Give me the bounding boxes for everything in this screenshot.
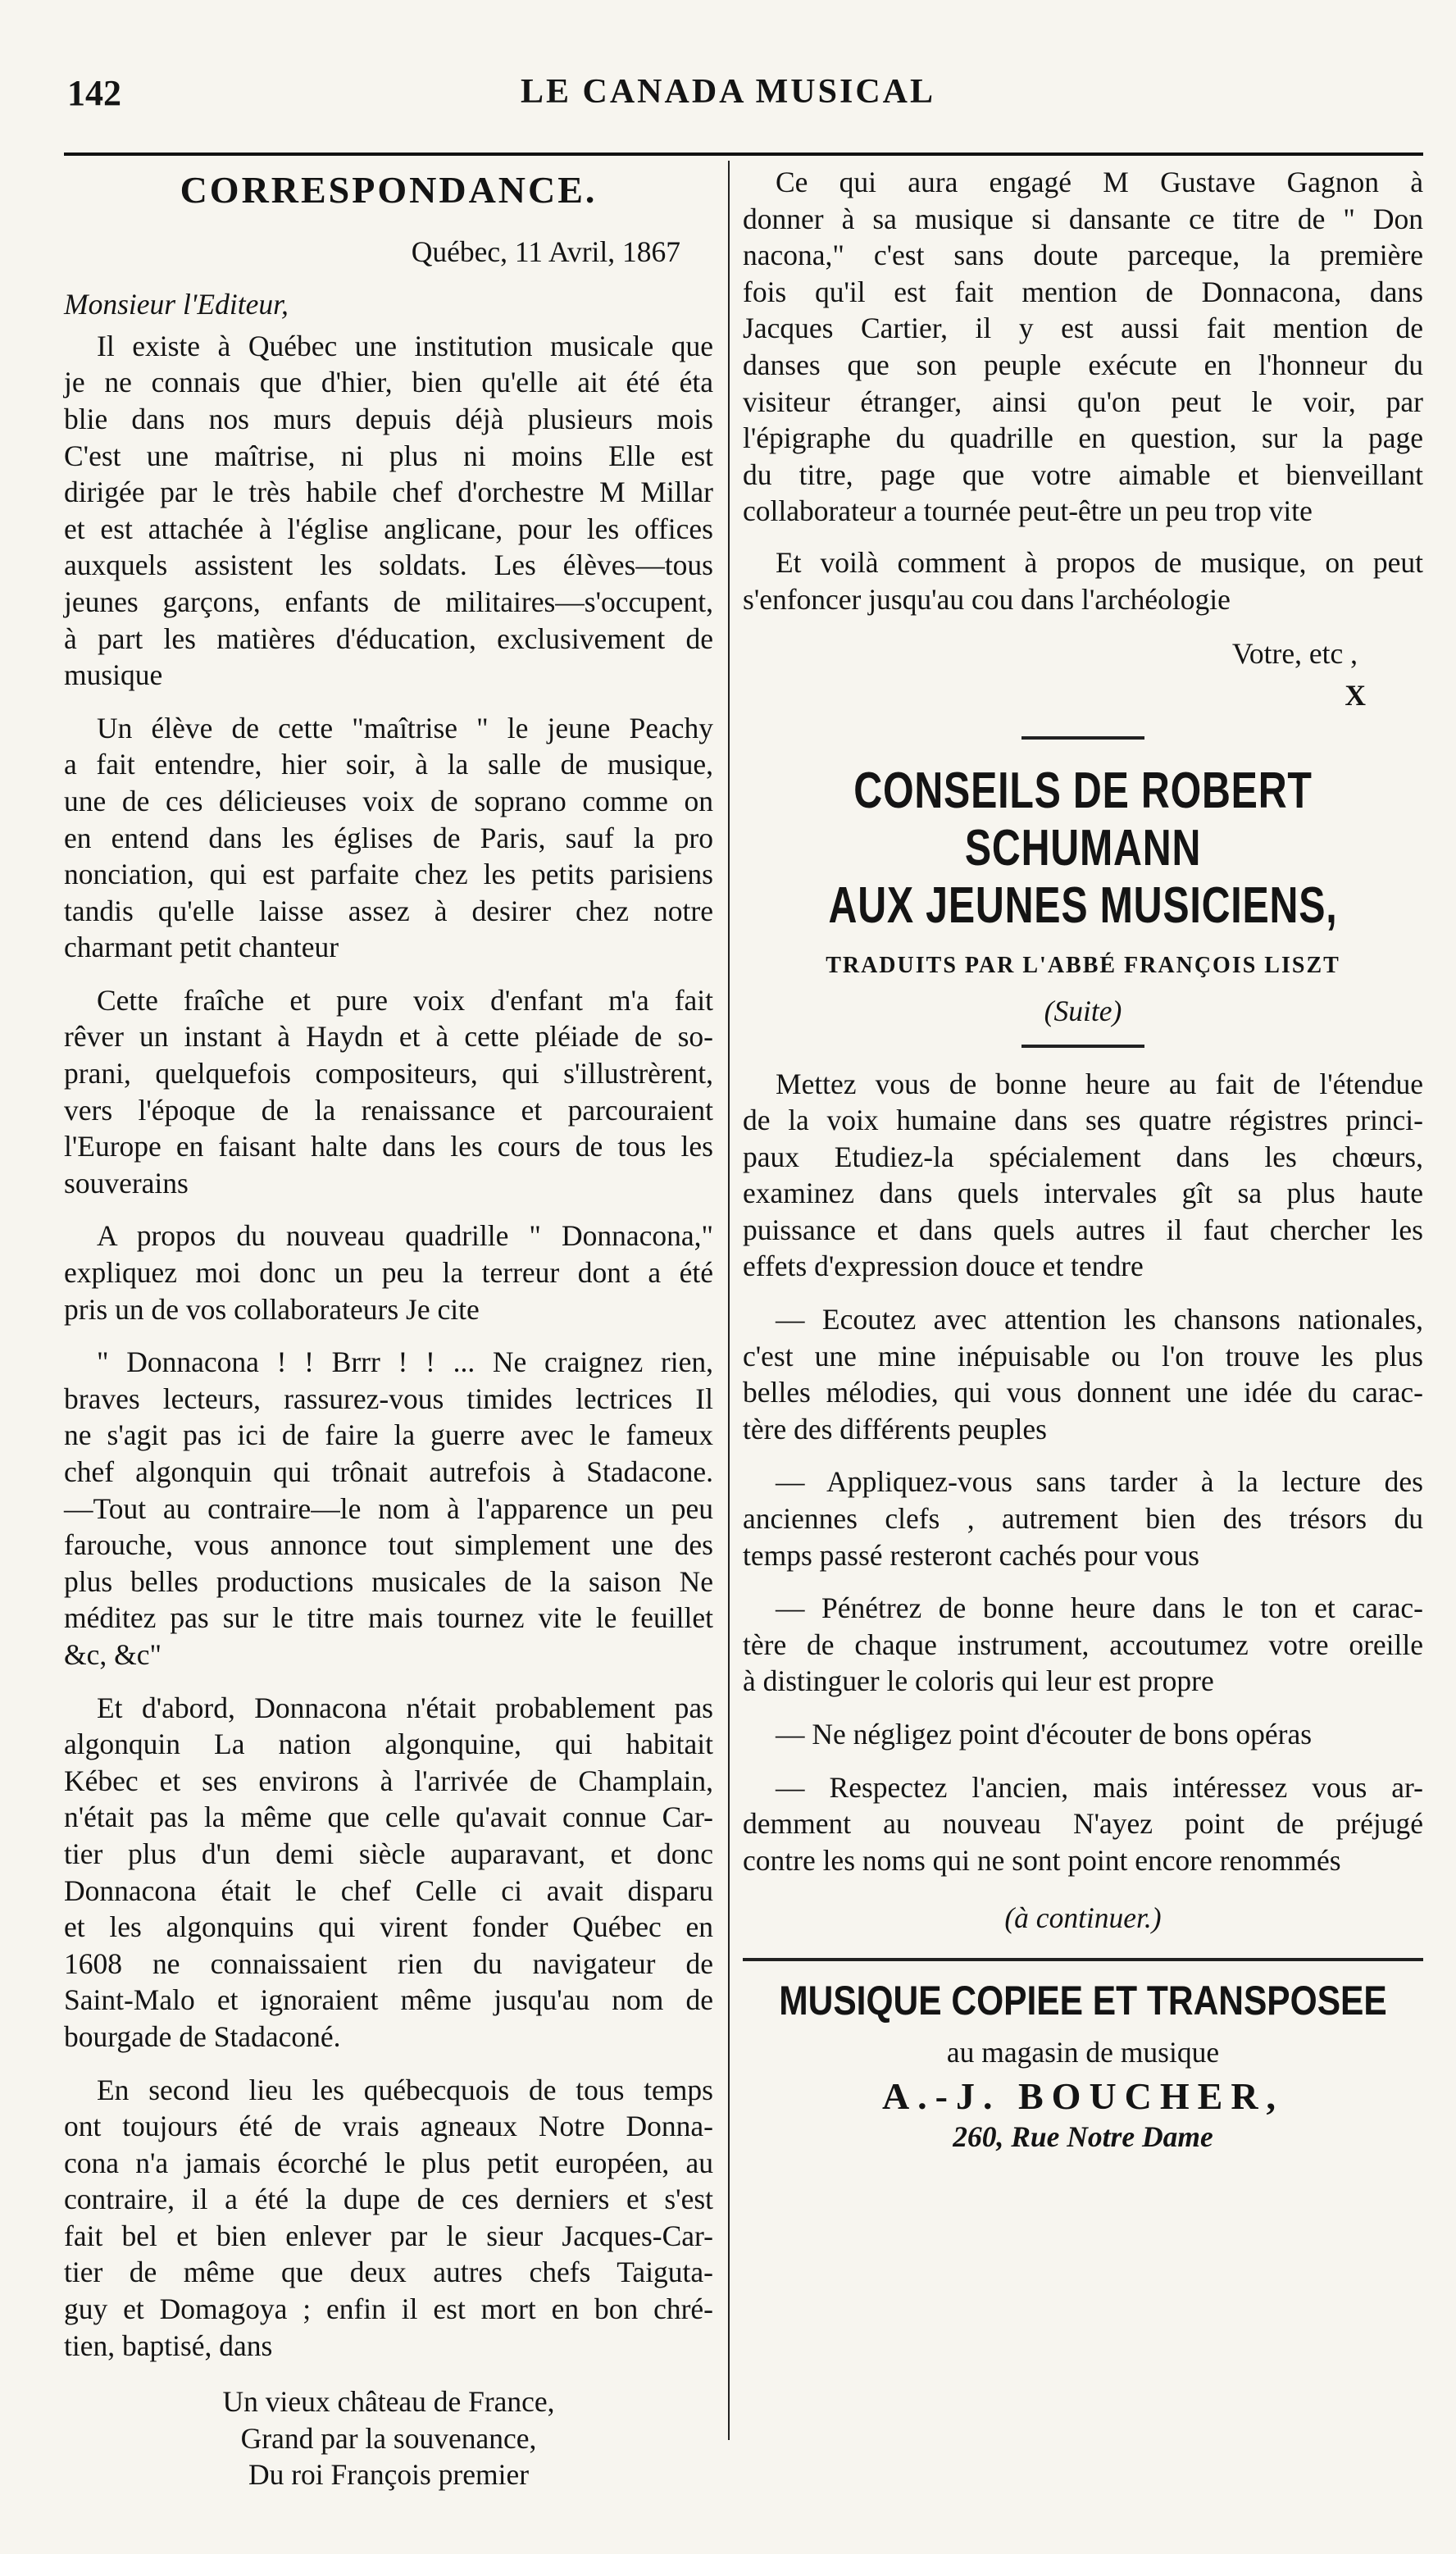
verse-line: Un vieux château de France, bbox=[222, 2385, 555, 2419]
translator-credit: TRADUITS PAR L'ABBÉ FRANÇOIS LISZT bbox=[826, 953, 1340, 979]
paragraph bbox=[743, 1464, 1423, 1573]
paragraph bbox=[64, 1690, 713, 2055]
text-line: charmant petit chanteur bbox=[64, 931, 339, 964]
paragraph bbox=[743, 1066, 1423, 1286]
schumann-title-line-1: CONSEILS DE ROBERT SCHUMANN bbox=[853, 763, 1313, 877]
separator bbox=[1021, 1045, 1144, 1048]
signoff: Votre, etc , bbox=[1231, 637, 1358, 671]
salutation: Monsieur l'Editeur, bbox=[64, 288, 289, 321]
verse bbox=[64, 2383, 713, 2493]
text-line: tien, baptisé, dans bbox=[64, 2329, 273, 2362]
text-line: bourgade de Stadaconé. bbox=[64, 2019, 341, 2053]
text-line: souverains bbox=[64, 1166, 189, 1200]
text-line: examinez dans quels intervales gît sa plus haute bbox=[743, 1177, 1423, 1210]
text-line: cona n'a jamais écorché le plus petit européen, au bbox=[64, 2146, 713, 2179]
text-line: de la voix humaine dans ses quatre régistres princi- bbox=[743, 1104, 1423, 1137]
text-line: belles mélodies, qui vous donnent une idée du carac- bbox=[743, 1376, 1423, 1409]
masthead-title: LE CANADA MUSICAL bbox=[520, 73, 936, 111]
text-line: Saint-Malo et ignoraient même jusqu'au nom de bbox=[64, 1983, 713, 2017]
text-line: vers l'époque de la renaissance et parcouraient bbox=[64, 1093, 713, 1127]
text-line: ne s'agit pas ici de faire la guerre avec le fameux bbox=[64, 1418, 713, 1452]
text-line: une de ces délicieuses voix de soprano comme on bbox=[64, 784, 713, 817]
paragraph bbox=[743, 1769, 1423, 1879]
text-line: expliquez moi donc un peu la terreur dont a été bbox=[64, 1256, 713, 1290]
paragraph bbox=[64, 2072, 713, 2365]
text-line: — Respectez l'ancien, mais intéressez vous ar- bbox=[776, 1770, 1423, 1804]
text-line: donner à sa musique si dansante ce titre de " Don bbox=[743, 202, 1423, 235]
dateline: Québec, 11 Avril, 1867 bbox=[411, 234, 680, 268]
paragraph bbox=[64, 328, 713, 694]
text-line: Donnacona était le chef Celle ci avait disparu bbox=[64, 1873, 713, 1907]
text-line: Kébec et ses environs à l'arrivée de Champlain, bbox=[64, 1764, 713, 1797]
text-line: dirigée par le très habile chef d'orchestre M Millar bbox=[64, 476, 713, 509]
text-line: tier plus d'un demi siècle auparavant, et donc bbox=[64, 1837, 713, 1870]
text-line: Mettez vous de bonne heure au fait de l'étendue bbox=[776, 1067, 1423, 1100]
text-line: fait bel et bien enlever par le sieur Jacques-Car- bbox=[64, 2219, 713, 2252]
text-line: guy et Domagoya ; enfin il est mort en bon chré- bbox=[64, 2292, 713, 2326]
text-line: à part les matières d'éducation, exclusivement de bbox=[64, 621, 713, 655]
advert-rule bbox=[743, 1958, 1423, 1961]
suite-label: (Suite) bbox=[1044, 994, 1122, 1027]
left-column bbox=[64, 164, 713, 2493]
text-line: fois qu'il est fait mention de Donnacona, dans bbox=[743, 275, 1423, 308]
text-line: auxquels assistent les soldats. Les élèves—tous bbox=[64, 549, 713, 582]
text-line: et est attachée à l'église anglicane, pour les offices bbox=[64, 512, 713, 545]
text-line: collaborateur a tournée peut-être un peu trop vite bbox=[743, 494, 1313, 528]
text-line: tère de chaque instrument, accoutumez votre oreille bbox=[743, 1628, 1423, 1661]
text-line: A propos du nouveau quadrille " Donnacona," bbox=[97, 1219, 713, 1253]
text-line: musique bbox=[64, 658, 163, 692]
text-line: contraire, il a été la dupe de ces derniers et s'est bbox=[64, 2183, 713, 2216]
text-line: Il existe à Québec une institution musicale que bbox=[97, 329, 713, 362]
text-line: n'était pas la même que celle qu'avait connue Car- bbox=[64, 1801, 713, 1834]
text-line: à distinguer le coloris qui leur est propre bbox=[743, 1664, 1214, 1698]
text-line: pris un de vos collaborateurs Je cite bbox=[64, 1292, 480, 1326]
text-line: effets d'expression douce et tendre bbox=[743, 1250, 1144, 1283]
signature: X bbox=[1345, 678, 1366, 712]
text-line: — Appliquez-vous sans tarder à la lecture des bbox=[776, 1465, 1423, 1499]
paragraph bbox=[64, 710, 713, 966]
text-line: tère des différents peuples bbox=[743, 1412, 1047, 1445]
paragraph bbox=[743, 1301, 1423, 1447]
text-line: du titre, page que votre aimable et bienveillant bbox=[743, 458, 1423, 491]
text-line: prani, quelquefois compositeurs, qui s'illustrèrent, bbox=[64, 1057, 713, 1090]
paragraph bbox=[743, 1716, 1423, 1753]
continuer-label: (à continuer.) bbox=[1004, 1901, 1162, 1935]
column-divider bbox=[728, 161, 730, 2440]
text-line: danses que son peuple exécute en l'honneur du bbox=[743, 348, 1423, 381]
paragraph bbox=[64, 1344, 713, 1673]
advice-list bbox=[743, 1066, 1423, 1879]
text-line: nacona," c'est sans doute parceque, la première bbox=[743, 239, 1423, 272]
text-line: 1608 ne connaissaient rien du navigateur de bbox=[64, 1946, 713, 1980]
text-line: plus belles productions musicales de la saison Ne bbox=[64, 1564, 713, 1598]
advert-address: 260, Rue Notre Dame bbox=[953, 2119, 1213, 2153]
schumann-title-line-2: AUX JEUNES MUSICIENS, bbox=[828, 877, 1338, 935]
separator bbox=[1021, 736, 1144, 740]
text-line: &c, &c" bbox=[64, 1637, 162, 1671]
text-line: puissance et dans quels autres il faut chercher les bbox=[743, 1213, 1423, 1246]
text-line: Et voilà comment à propos de musique, on peut bbox=[776, 545, 1423, 579]
text-line: — Pénétrez de bonne heure dans le ton et carac- bbox=[776, 1591, 1423, 1625]
letter-continuation bbox=[743, 164, 1423, 617]
paragraph bbox=[64, 982, 713, 1202]
text-line: l'épigraphe du quadrille en question, sur la page bbox=[743, 421, 1423, 455]
text-line: Ce qui aura engagé M Gustave Gagnon à bbox=[776, 166, 1423, 198]
text-line: paux Etudiez-la spécialement dans les chœurs, bbox=[743, 1140, 1423, 1173]
text-line: visiteur étranger, ainsi qu'on peut le voir, par bbox=[743, 385, 1423, 418]
text-line: Cette fraîche et pure voix d'enfant m'a fait bbox=[97, 983, 713, 1017]
text-line: En second lieu les québecquois de tous temps bbox=[97, 2073, 713, 2106]
verse-line: Grand par la souvenance, bbox=[240, 2421, 537, 2455]
text-line: rêver un instant à Haydn et à cette pléiade de so- bbox=[64, 1020, 713, 1054]
text-line: a fait entendre, hier soir, à la salle de musique, bbox=[64, 748, 713, 781]
right-column bbox=[743, 164, 1423, 2158]
text-line: nonciation, qui est parfaite chez les petits parisiens bbox=[64, 858, 713, 891]
text-line: blie dans nos murs depuis déjà plusieurs mois bbox=[64, 402, 713, 435]
text-line: en entend dans les églises de Paris, sauf la pro bbox=[64, 821, 713, 854]
text-line: demment au nouveau N'ayez point de préjugé bbox=[743, 1807, 1423, 1841]
text-line: ont toujours été de vrais agneaux Notre Donna- bbox=[64, 2110, 713, 2143]
text-line: C'est une maîtrise, ni plus ni moins Elle est bbox=[64, 439, 713, 472]
text-line: jeunes garçons, enfants de militaires—s'occupent, bbox=[64, 585, 713, 618]
paragraph bbox=[743, 1590, 1423, 1700]
verse-line: Du roi François premier bbox=[248, 2458, 530, 2492]
text-line: s'enfoncer jusqu'au cou dans l'archéologie bbox=[743, 582, 1231, 616]
text-line: " Donnacona ! ! Brrr ! ! ... Ne craignez rien, bbox=[97, 1345, 713, 1379]
advert-subtitle: au magasin de musique bbox=[946, 2035, 1220, 2069]
text-line: contre les noms qui ne sont point encore renommés bbox=[743, 1843, 1341, 1877]
advert-name: A.-J. BOUCHER, bbox=[881, 2075, 1285, 2118]
text-line: —Tout au contraire—le nom à l'apparence un peu bbox=[64, 1491, 713, 1525]
paragraph bbox=[64, 1218, 713, 1327]
text-line: c'est une mine inépuisable ou l'on trouve les plus bbox=[743, 1339, 1423, 1373]
advert-title: MUSIQUE COPIEE ET TRANSPOSEE bbox=[779, 1977, 1387, 2024]
text-line: farouche, vous annonce tout simplement une des bbox=[64, 1528, 713, 1562]
text-line: chef algonquin qui trônait autrefois à Stadacone. bbox=[64, 1455, 713, 1488]
text-line: Un élève de cette "maîtrise " le jeune Peachy bbox=[97, 711, 713, 744]
paragraph bbox=[743, 544, 1423, 617]
letter-body bbox=[64, 328, 713, 2364]
text-line: temps passé resteront cachés pour vous bbox=[743, 1538, 1199, 1572]
text-line: l'Europe en faisant halte dans les cours de tous les bbox=[64, 1130, 713, 1163]
text-line: — Ne négligez point d'écouter de bons opéras bbox=[776, 1718, 1313, 1750]
text-line: Et d'abord, Donnacona n'était probablement pas bbox=[97, 1691, 713, 1724]
header-rule bbox=[64, 153, 1423, 156]
paragraph bbox=[743, 164, 1423, 530]
text-line: et les algonquins qui virent fonder Québec en bbox=[64, 1910, 713, 1944]
text-line: tandis qu'elle laisse assez à desirer chez notre bbox=[64, 894, 713, 927]
section-title: CORRESPONDANCE. bbox=[180, 169, 598, 211]
text-line: je ne connais que d'hier, bien qu'elle ait été éta bbox=[64, 366, 713, 399]
page-number: 142 bbox=[67, 73, 121, 113]
text-line: braves lecteurs, rassurez-vous timides lectrices Il bbox=[64, 1382, 713, 1415]
text-line: algonquin La nation algonquine, qui habitait bbox=[64, 1728, 713, 1761]
text-line: anciennes clefs , autrement bien des trésors du bbox=[743, 1502, 1423, 1536]
text-line: Jacques Cartier, il y est aussi fait mention de bbox=[743, 312, 1423, 345]
text-line: — Ecoutez avec attention les chansons nationales, bbox=[776, 1303, 1423, 1336]
text-line: tier de même que deux autres chefs Taiguta- bbox=[64, 2256, 713, 2289]
text-line: méditez pas sur le titre mais tournez vite le feuillet bbox=[64, 1601, 713, 1635]
